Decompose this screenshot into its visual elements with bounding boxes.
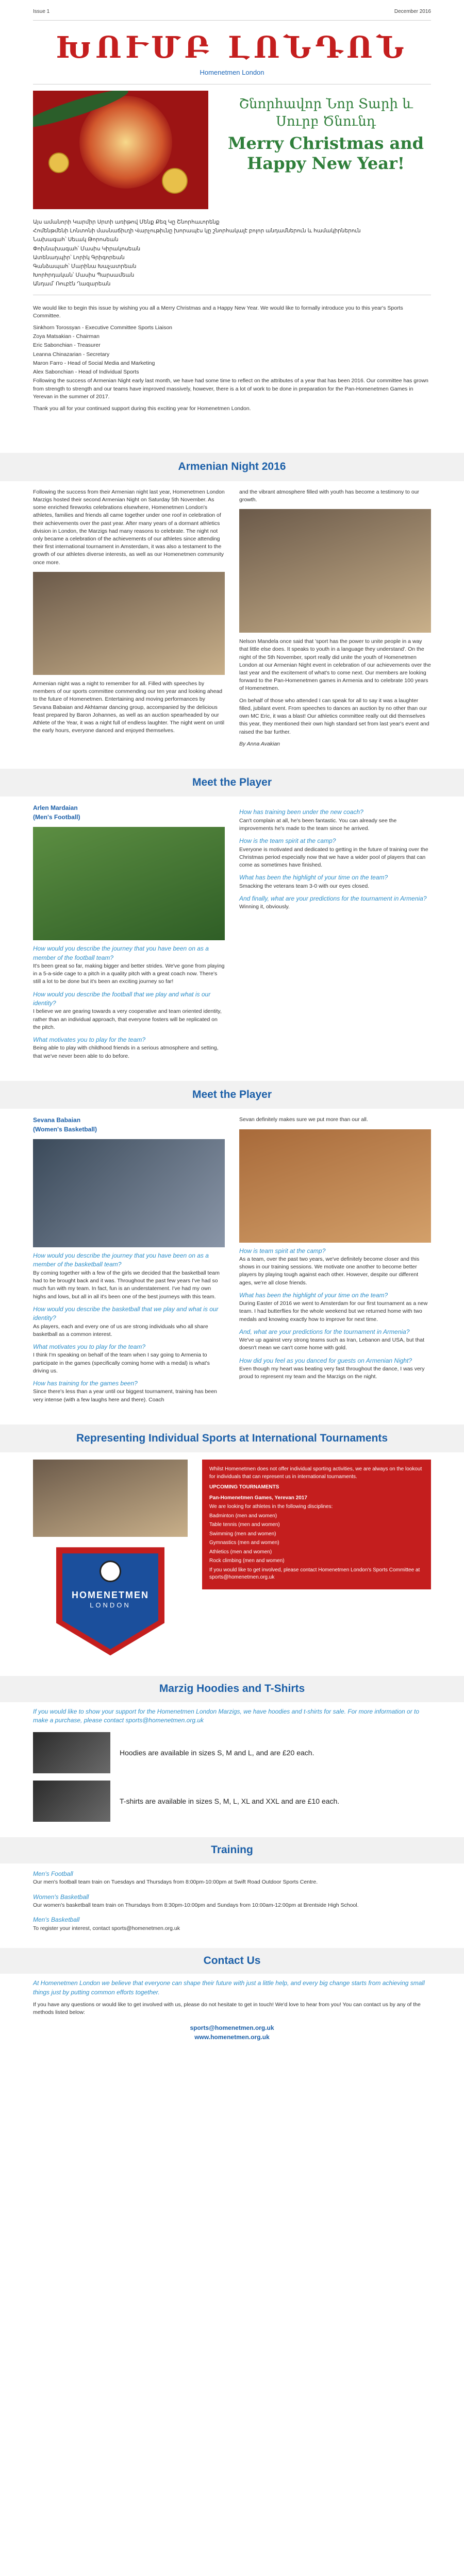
badge-top-text: HOMENETMEN [72,1590,149,1601]
player2-interview [33,1116,431,1404]
interview-column-right [239,1116,431,1404]
intro-line: Leanna Chinazarian - Secretary [33,351,110,358]
interview-answer: Since there's less than a year until our biggest tournament, training has been very intense (with a few laughs here and there). Coach [33,1388,217,1403]
intro-line: Հոմենթմենի Լոնտոնի մասնաճիւղի Վարչութիւնը խորապէս կը շնորհակալէ բոլոր անդամներուն և համակիրներուն [33,228,361,234]
recruitment-line: Badminton (men and women) [209,1513,277,1519]
training-details: To register your interest, contact sports@homenetmen.org.uk [33,1925,180,1931]
merch-tshirts [33,1781,431,1822]
contact-intro: At Homenetmen London we believe that everyone can shape their future with just a little help, and every big change starts from achieving small things just by putting common efforts together. [33,1979,425,1996]
merch-intro: If you would like to show your support for the Homenetmen London Marzigs, we have hoodies and t-shirts for sale. For more information or to make a purchase, please contact sports@homenetmen.org.uk [33,1707,420,1724]
interview-answer: It's been great so far, making bigger and better strides. We've gone from playing in a 5-a-side cage to a pitch in a quality pitch with a great coach now. There's still a lot to be done but it's been an exciting journey so far! [33,962,225,985]
issue-bar [33,0,431,21]
intro-line: Alex Sabonchian - Head of Individual Sports [33,369,139,376]
interview-answer: As a team, over the past two years, we've definitely become closer and this shows in our training sessions. We motivate one another to become better players by playing tough against each other. However, despite our different ages, we're all close friends. [239,1256,420,1286]
article-column-left [33,488,225,748]
section-heading-meet-player-2: Meet the Player [0,1081,464,1109]
merch-hoodies [33,1732,431,1773]
interview-question: How would you describe the journey that you have been on as a member of the football team? [33,945,209,961]
player-photo [33,827,225,940]
recruitment-line: We are looking for athletes in the following disciplines: [209,1504,333,1510]
recruitment-line: Gymnastics (men and women) [209,1540,279,1546]
section-heading-merch: Marzig Hoodies and T-Shirts [0,1676,464,1702]
intro-line: Ատենադպիր՝ Լորիկ Գրիգորեան [33,254,125,261]
article-paragraph: Following the success from their Armenian night last year, Homenetmen London Marzigs hosted their second Armenian Night on Saturday 5th November. As some enriched fireworks celebrations elsewhere, Homenetmen London's athletes, families and friends all came together under one roof in celebration of their achievements over the past year. After many years of a dormant athletics division in London, the Marzigs had many reasons to celebrate. The night not only became a celebration of the achievements of our athletes since attending their first international tournament in Amsterdam, it was also a testament to the growth of our athletes diverse interests, as well as our Homenetmen community once more. [33,488,225,566]
team-photo [239,1129,431,1243]
section-heading-contact: Contact Us [0,1948,464,1974]
ornament-ball [48,152,69,173]
training-team: Men's Basketball [33,1916,80,1924]
interview-question: What motivates you to play for the team? [33,1036,146,1044]
section-heading-armenian-night: Armenian Night 2016 [0,453,464,481]
training-team: Men's Football [33,1870,73,1877]
player-name: Arlen Mardaian [33,804,78,812]
badge-column [33,1460,188,1655]
event-photo [33,572,225,675]
section-heading-training: Training [0,1837,464,1863]
interview-question: How has training been under the new coach? [239,808,363,816]
xmas-section [33,91,431,209]
recruitment-line: Rock climbing (men and women) [209,1558,285,1564]
intro-line: We would like to begin this issue by wishing you all a Merry Christmas and a Happy New Year. We would like to formally introduce you to this year's Sports Committee. [33,304,403,319]
intro-line: Փոխնախագահ՝ Մասիս Կիրակոսեան [33,245,141,252]
interview-answer: Being able to play with childhood friends in a serious atmosphere and setting, that we've never been able to do before. [33,1045,219,1059]
interview-answer: During Easter of 2016 we went to Amsterdam for our first tournament as a new team. I had butterflies for the whole weekend but we returned home with two medals and knowing exactly how to improve for next time. [239,1300,428,1323]
interview-answer: By coming together with a few of the girls we decided that the basketball team had to be brought back and it was. Throughout the past few years I've had so much fun with my team. In fact, fun is an understatement. I've had my own highs and lows, but all in all it's been one of the best journeys with this team. [33,1269,220,1300]
hoodie-text: Hoodies are available in sizes S, M and L, and are £20 each. [120,1749,314,1757]
intro-armenian [33,218,431,289]
training-team: Women's Basketball [33,1893,89,1901]
intro-english [33,304,431,413]
recruitment-box [202,1460,431,1589]
issue-date: December 2016 [394,9,431,15]
armenian-night-article [33,488,431,748]
intro-line: Գանձապահ՝ Մարինա Խաչատրեան [33,263,137,269]
interview-answer: As players, each and every one of us are strong individuals who all share basketball as a common interest. [33,1323,208,1337]
interview-question: What has been the highlight of your time on the team? [239,1291,388,1299]
recruitment-line: Whilst Homenetmen does not offer individual sporting activities, we are always on the lookout for individuals that can represent us in international tournaments. [209,1466,422,1480]
ornament-ball [162,168,188,194]
interview-answer: I think I'm speaking on behalf of the team when I say going to Armenia to participate in the games (specifically coming home with a medal) is what's driving us. [33,1352,210,1374]
article-paragraph: On behalf of those who attended I can speak for all to say it was a laughter filled, jubilant event. From speeches to dances an auction by no other than our own MC Eric, it was a blast! Our athletics committee really out did themselves this year, they mentioned their own high standard set from last year's event and raised the bar further. [239,697,429,735]
english-greeting: Merry Christmas and Happy New Year! [228,133,424,173]
intro-line: Անդամ՝ Ռուբէն Ղազարեան [33,281,111,287]
intro-line: Eric Sabonchian - Treasurer [33,342,101,349]
hoodie-photo [33,1732,110,1773]
badge-bottom-text: LONDON [90,1601,131,1609]
section-heading-individual-sports: Representing Individual Sports at International Tournaments [0,1425,464,1452]
player-team: (Men's Football) [33,813,80,821]
interview-question: How would you describe the basketball that we play and what is our identity? [33,1305,219,1322]
training-details: Our women's basketball team train on Thursdays from 8:30pm-10:00pm and Sundays from 10:00am-12:00pm at Brentside High School. [33,1902,359,1908]
interview-question: How would you describe the journey that you have been on as a member of the basketball team? [33,1252,209,1268]
tshirt-photo [33,1781,110,1822]
interview-column-left [33,1116,225,1404]
player-photo [33,1139,225,1247]
interview-answer: Sevan definitely makes sure we put more than our all. [239,1116,368,1123]
interview-question: And finally, what are your predictions for the tournament in Armenia? [239,894,427,902]
armenian-greeting: Շնորհավոր Նոր Տարի և Սուրբ Ծնունդ [239,96,413,129]
intro-line: Following the success of Armenian Night early last month, we have had some time to reflect on the attributes of a year that has been 2016. Our committee has grown from strength to strength and our teams have improved massively, however, there is a lot of work to be done in preparation for the Pan-Homenetmen Games in Yerevan in the summer of 2017. [33,378,428,400]
event-photo [239,509,431,633]
interview-answer: We've up against very strong teams such as Iran, Lebanon and USA, but that doesn't mean we can't come home with gold. [239,1337,425,1351]
training-details: Our men's football team train on Tuesdays and Thursdays from 8:00pm-10:00pm at Swift Road Outdoor Sports Centre. [33,1879,318,1886]
interview-question: How did you feel as you danced for guests on Armenian Night? [239,1357,412,1364]
interview-answer: Smacking the veterans team 3-0 with our eyes closed. [239,883,370,889]
player-name: Sevana Babaian [33,1116,81,1124]
masthead [33,21,431,78]
interview-column-left [33,804,225,1060]
recruitment-line: UPCOMING TOURNAMENTS [209,1484,279,1490]
interview-question: How would you describe the football that we play and what is our identity? [33,990,211,1007]
homenetmen-badge [56,1547,164,1655]
interview-question: What has been the highlight of your time on the team? [239,874,388,882]
player-team: (Women's Basketball) [33,1125,97,1133]
issue-number: Issue 1 [33,9,50,15]
ball-icon [100,1561,121,1582]
interview-column-right [239,804,431,1060]
article-column-right [239,488,431,748]
masthead-subtitle: Homenetmen London [200,69,264,76]
recruitment-line: Pan-Homenetmen Games, Yerevan 2017 [209,1495,307,1501]
contact-email[interactable]: sports@homenetmen.org.uk [190,2024,274,2032]
interview-answer: Can't complain at all, he's been fantastic. You can already see the improvements he's made to the team since he arrived. [239,817,397,832]
intro-line: Thank you all for your continued support during this exciting year for Homenetmen London. [33,405,251,412]
article-paragraph: and the vibrant atmosphere filled with youth has become a testimony to our growth. [239,488,420,503]
contact-details [33,2024,431,2042]
recruitment-line: Swimming (men and women) [209,1531,276,1537]
intro-line: Այս ամանորի Կարմիր Սրտի առիթով Մենք Քեզ Կը Շնորհաւորենք [33,218,220,225]
interview-answer: Even though my heart was beating very fast throughout the dance, I was very proud to represent my team and the Marzigs on the night. [239,1366,425,1380]
article-paragraph: Armenian night was a night to remember for all. Filled with speeches by members of our sports committee commending our ten year and looking ahead to the future of Homenetmen. Entertaining and moving performances by Sevana Babaian and Akhtamar dancing group, accompanied by the delicious feast prepared by Baron Johannes, as well as an auction spearheaded by our Athlete of the Year, it was a night full of endless laughter. The night went on until the early hours, everyone danced and enjoyed themselves. [33,680,225,734]
recruitment-line: If you would like to get involved, please contact Homenetmen London's Sports Committee at sports@homenetmen.org.uk [209,1567,420,1581]
xmas-photo [33,91,208,209]
masthead-title: ԽՈՒՄԲ ԼՈՆԴՈՆ [56,30,408,65]
contact-body: If you have any questions or would like to get involved with us, please do not hesitate to get in touch! We'd love to hear from you! You can contact us by any of the methods listed below: [33,2001,421,2016]
article-author: By Anna Avakian [239,740,280,747]
intro-line: Խորհրդական՝ Մասիս Պարսամեան [33,272,135,279]
interview-answer: I believe we are gearing towards a very cooperative and team oriented identity, rather than an individual approach, that everyone fosters will be replicated on the pitch. [33,1008,222,1030]
recruitment-line: Athletics (men and women) [209,1549,272,1555]
interview-question: How is the team spirit at the camp? [239,837,336,845]
interview-question: How has training for the games been? [33,1380,138,1387]
intro-line: Նախագահ՝ Սեւակ Թորոսեան [33,236,119,243]
interview-question: What motivates you to play for the team? [33,1343,146,1350]
interview-question: How is team spirit at the camp? [239,1247,326,1255]
recruitment-line: Table tennis (men and women) [209,1522,280,1528]
intro-line: Sinkhorn Torossyan - Executive Committee Sports Liaison [33,325,173,331]
interview-answer: Winning it, obviously. [239,904,290,910]
contact-website[interactable]: www.homenetmen.org.uk [194,2033,270,2041]
player1-interview [33,804,431,1060]
interview-answer: Everyone is motivated and dedicated to getting in the future of training over the Christmas period especially now that we have a wider pool of players that can come as sometimes have finished. [239,846,428,869]
intro-line: Maron Farro - Head of Social Media and Marketing [33,360,155,366]
article-paragraph: Nelson Mandela once said that 'sport has the power to unite people in a way that little else does. It speaks to youth in a language they understand'. On the night of the 5th November, sport really did unite the youth of Homenetmen London at our Armenian Night event in celebration of our achievements over the last year and the excitement of what's to come next. Our members are looking forward to the Pan-Homenetmen games in Armenia and to celebrate 100 years of Homenetmen. [239,638,431,692]
tournament-photo [33,1460,188,1537]
section-heading-meet-player-1: Meet the Player [0,769,464,796]
intro-line: Zoya Matsakian - Chairman [33,333,100,340]
recruitment-column [202,1460,431,1589]
training-list [33,1870,431,1933]
individual-sports [33,1460,431,1655]
xmas-greeting [221,91,431,209]
tshirt-text: T-shirts are available in sizes S, M, L, XL and XXL and are £10 each. [120,1797,340,1806]
interview-question: And, what are your predictions for the tournament in Armenia? [239,1328,410,1335]
